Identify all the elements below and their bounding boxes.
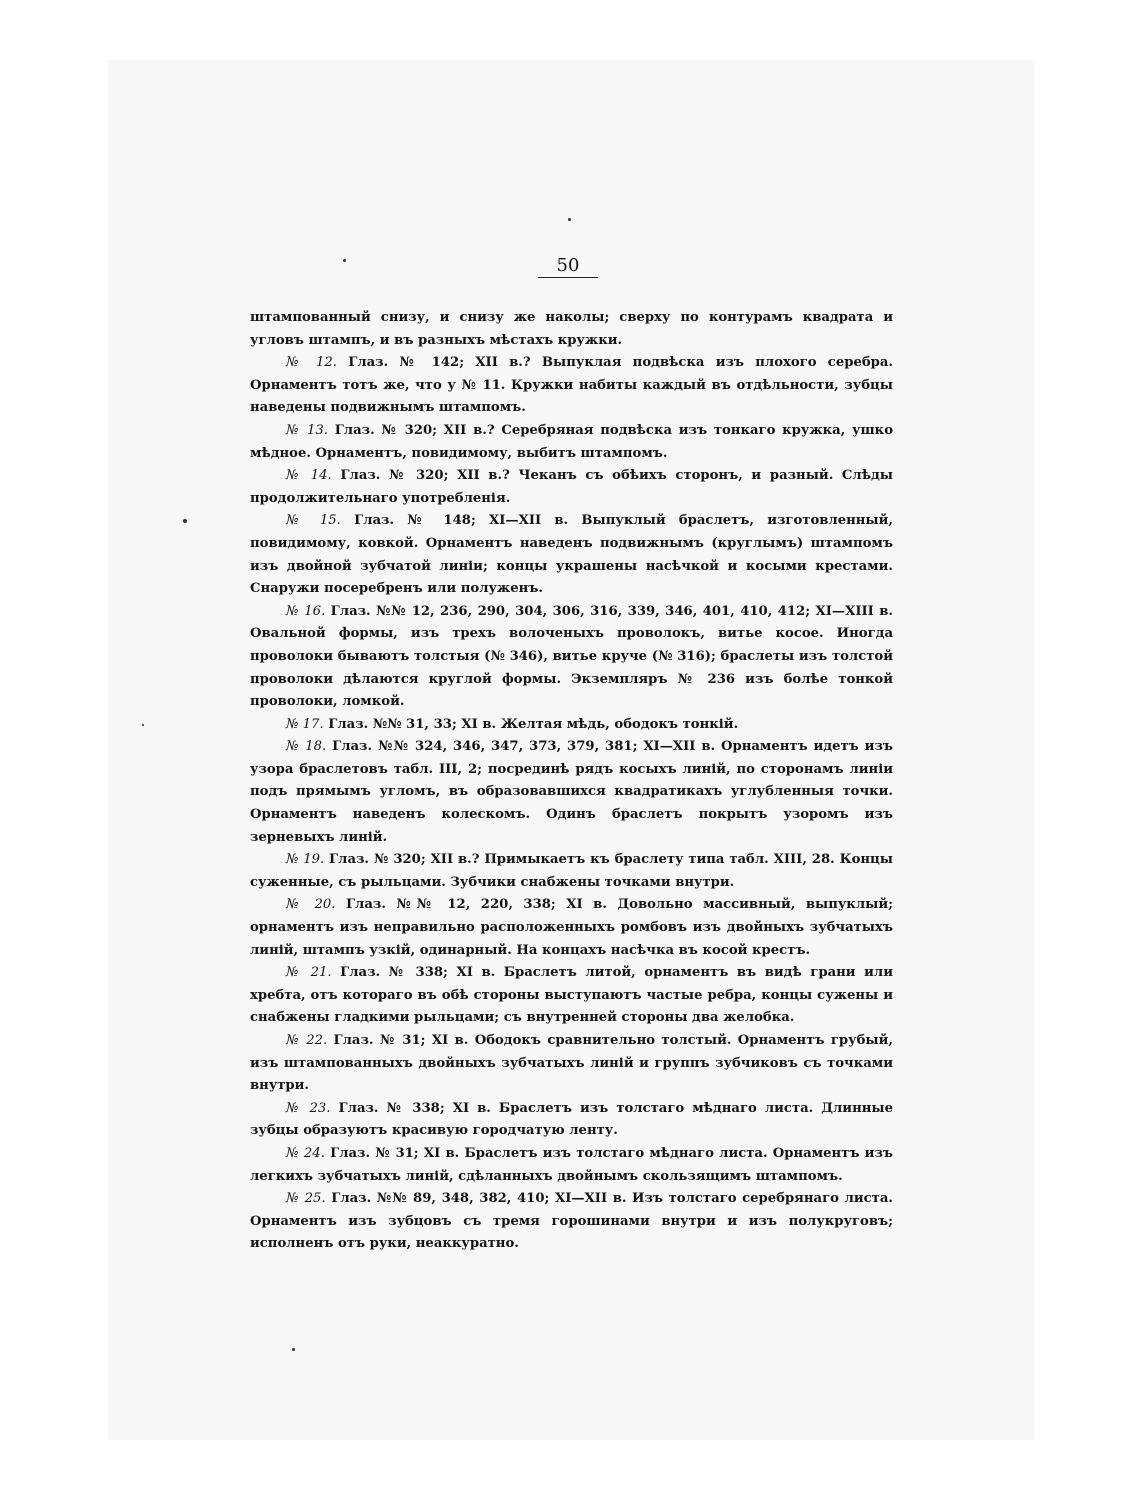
catalog-entry (250, 849, 893, 894)
entry-text: Глаз. №№ 12, 236, 290, 304, 306, 316, 339, 346, 401, 410, 412; XI—XIII в. Овальной формы, изъ трехъ волоченыхъ проволокъ, витье косое. Иногда проволоки бываютъ толстыя (№ 346), витье круче (№ 316); браслеты изъ толстой проволоки дѣлаются круглой формы. Экземпляръ № 236 изъ болѣе тонкой проволоки, ломкой. (250, 603, 893, 710)
entry-text: Глаз. № 142; XII в.? Выпуклая подвѣска изъ плохого серебра. Орнаментъ тотъ же, что у № 11. Кружки набиты каждый въ отдѣльности, зубцы наведены подвижнымъ штампомъ. (250, 355, 893, 416)
entry-number: № 13. (286, 422, 328, 438)
entry-text: Глаз. №№ 12, 220, 338; XI в. Довольно массивный, выпуклый; орнаментъ изъ неправильно расположенныхъ ромбовъ изъ двойныхъ зубчатыхъ линій, штампъ узкій, одинарный. На концахъ насѣчка въ косой крестъ. (250, 897, 893, 958)
catalog-entry (250, 1030, 893, 1098)
entry-number: № 19. (286, 852, 325, 868)
catalog-entry (250, 962, 893, 1030)
entry-number: № 14. (286, 468, 332, 484)
entry-text: Глаз. № 148; XI—XII в. Выпуклый браслетъ, изготовленный, повидимому, ковкой. Орнаментъ наведенъ подвижнымъ (круглымъ) штампомъ изъ двойной зубчатой линіи; концы украшены насѣчкой и косыми крестами. Снаружи посеребренъ или полуженъ. (250, 513, 894, 597)
entry-text: Глаз. № 31; XI в. Ободокъ сравнительно толстый. Орнаментъ грубый, изъ штампованныхъ двойныхъ зубчатыхъ линій и группъ зубчиковъ съ точками внутри. (250, 1033, 893, 1094)
catalog-entry (250, 601, 893, 714)
entry-number: № 23. (286, 1100, 331, 1116)
entry-number: № 20. (286, 897, 336, 913)
page-number: 50 (538, 256, 598, 278)
entry-text: Глаз. № 320; XII в.? Чеканъ съ обѣихъ сторонъ, и разный. Слѣды продолжительнаго употребленія. (250, 468, 894, 506)
scan-speck (568, 218, 571, 221)
catalog-entry (250, 420, 893, 465)
scan-speck (183, 519, 187, 523)
entry-text: Глаз. № 338; XI в. Браслетъ литой, орнаментъ въ видѣ грани или хребта, отъ котораго въ обѣ стороны выступаютъ частые ребра, концы сужены и снабжены гладкими рыльцами; съ внутренней стороны два желобка. (250, 965, 893, 1026)
body-text (250, 307, 893, 1256)
entry-number: № 18. (286, 739, 327, 755)
catalog-entry (250, 894, 893, 962)
paragraph-text: штампованный снизу, и снизу же наколы; сверху по контурамъ квадрата и угловъ штампъ, и въ разныхъ мѣстахъ кружки. (250, 310, 893, 348)
entry-text: Глаз. №№ 324, 346, 347, 373, 379, 381; XI—XII в. Орнаментъ идетъ изъ узора браслетовъ табл. III, 2; посрединѣ рядъ косыхъ линій, по сторонамъ линіи подъ прямымъ угломъ, въ образовавшихся квадратикахъ углубленныя точки. Орнаментъ наведенъ колескомъ. Одинъ браслетъ покрытъ узоромъ изъ зерневыхъ линій. (250, 739, 893, 845)
catalog-entry (250, 714, 893, 737)
entry-number: № 15. (286, 513, 341, 529)
catalog-entry (250, 465, 893, 510)
catalog-entry (250, 1098, 893, 1143)
catalog-entry (250, 736, 893, 849)
catalog-entry (250, 1143, 893, 1188)
entry-text: Глаз. №№ 89, 348, 382, 410; XI—XII в. Изъ толстаго серебрянаго листа. Орнаментъ изъ зубцовъ съ тремя горошинами внутри и изъ полукруговъ; исполненъ отъ руки, неаккуратно. (250, 1191, 893, 1252)
catalog-entry (250, 510, 893, 600)
catalog-entry (250, 352, 893, 420)
entry-number: № 17. (286, 716, 324, 732)
scan-speck (292, 1348, 295, 1351)
scan-speck (343, 259, 346, 262)
entry-number: № 24. (286, 1145, 325, 1161)
paragraph (250, 307, 893, 352)
entry-text: Глаз. №№ 31, 33; XI в. Желтая мѣдь, ободокъ тонкій. (328, 716, 739, 732)
scan-speck (142, 724, 144, 726)
entry-text: Глаз. № 320; XII в.? Примыкаетъ къ браслету типа табл. XIII, 28. Концы суженные, съ рыльцами. Зубчики снабжены точками внутри. (250, 852, 893, 890)
entry-text: Глаз. № 338; XI в. Браслетъ изъ толстаго мѣднаго листа. Длинные зубцы образуютъ красивую городчатую ленту. (250, 1100, 893, 1139)
entry-number: № 25. (286, 1191, 326, 1207)
catalog-entry (250, 1188, 893, 1256)
entry-number: № 21. (286, 965, 332, 981)
entry-text: Глаз. № 320; XII в.? Серебряная подвѣска изъ тонкаго кружка, ушко мѣдное. Орнаментъ, повидимому, выбитъ штампомъ. (250, 422, 893, 461)
entry-text: Глаз. № 31; XI в. Браслетъ изъ толстаго мѣднаго листа. Орнаментъ изъ легкихъ зубчатыхъ линій, сдѣланныхъ двойнымъ скользящимъ штампомъ. (250, 1145, 893, 1184)
entry-number: № 22. (286, 1033, 328, 1048)
entry-number: № 16. (286, 603, 326, 619)
entry-number: № 12. (286, 355, 337, 371)
